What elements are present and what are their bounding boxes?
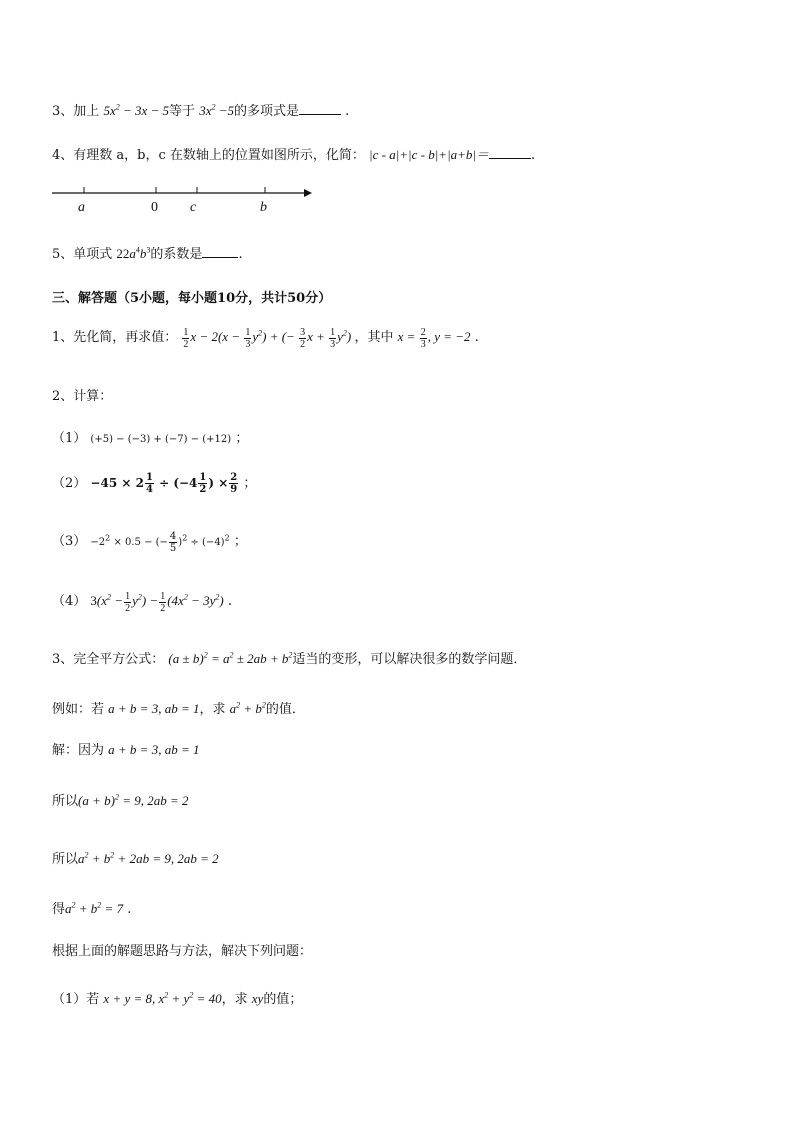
abs-expression: |c - a|+|c - b|+|a+b|＝ [369,147,489,162]
axis-label-0: 0 [151,200,158,215]
solution-line-3: 所以$a^2 + b^2 + 2ab = 9$, 2ab = 2 [52,850,219,867]
given-values: x = $\frac{2}{3}$ , y = −2 [397,326,471,350]
expression: (+5) − (−3) + (−7) − (+12) [90,434,232,445]
number-line [52,182,314,204]
expression-simplify: $\frac{1}{2}$ x − 2(x − $\frac{1}{3}$ $y^2$) + (− $\frac{3}{2}$ x + $\frac{1}{3}$ $y^2$) [183,326,355,350]
expression: $3(x^2$ − $\frac{1}{2}$ $y^2$) − $\frac{1}{2}$ $(4x^2 - 3y^2)$ [90,590,224,614]
problem-2-title: 2、计算： [52,389,113,404]
monomial: $22a^4b^3$ [116,245,151,261]
sub-question-1: （1）若 x + y = 8, $x^2 + y^2 = 40$，求 xy的值； [52,990,303,1007]
solution-result: 得$a^2 + b^2 = 7$ . [52,900,132,917]
solution-line-2: 所以$(a + b)^2 = 9$, 2ab = 2 [52,792,189,809]
instruction: 根据上面的解题思路与方法，解决下列问题： [52,944,313,959]
formula: $(a \pm b)^2 = a^2 \pm 2ab + b^2$ [168,650,293,666]
math-expression: $3x^2 -5$ [199,102,235,118]
example: 例如：若 a + b = 3, ab = 1，求 $a^2 + b^2$的值． [52,700,305,717]
question-number: 3、 [52,104,74,119]
math-expression: $5x^2 - 3x - 5$ [103,102,170,118]
problem-3-intro: 3、完全平方公式： $(a \pm b)^2 = a^2 \pm 2ab + b^2$适当的变形，可以解决很多的数学问题． [52,650,527,667]
answer-blank[interactable] [202,247,238,258]
answer-blank[interactable] [489,148,531,159]
axis-label-a: a [78,200,85,215]
problem-2-part-2: （2） −45 × 2 $\frac{1}{4}$ ÷ (−4 $\frac{1}{2}$ ) × $\frac{2}{9}$ ； [52,472,257,495]
section-title: 三、解答题（5小题，每小题10分，共计50分） [52,291,332,306]
axis-label-b: b [260,200,267,215]
solution-line-1: 解：因为 a + b = 3, ab = 1 [52,742,200,758]
axis-label-c: c [190,200,197,215]
fill-question-5: 5、单项式 $22a^4b^3$的系数是 . [52,245,243,262]
problem-2-part-1: （1） (+5) − (−3) + (−7) − (+12) ； [52,431,249,446]
fill-question-4: 4、有理数 a，b，c 在数轴上的位置如图所示，化简： |c - a|+|c - b|+|a+b|＝ . [52,147,536,163]
problem-1: 1、先化简，再求值： $\frac{1}{2}$ x − 2(x − $\frac{1}{3}$ $y^2$) + (− $\frac{3}{2}$ x + $\frac{1}{3}$ $y^2$) ，其中 x = $\frac{2}{3}$ , y = −2 . [52,326,479,350]
problem-2-part-4: （4） $3(x^2$ − $\frac{1}{2}$ $y^2$) − $\frac{1}{2}$ $(4x^2 - 3y^2)$ . [52,590,232,614]
problem-2-part-3: $(3) -2^2 \times 0.5$ − (− $\frac{4}{5}$ )$^2 \div (-4)^2$ ； [52,531,247,554]
arrow-icon [304,189,312,197]
answer-blank[interactable] [299,104,341,115]
expression: −45 × 2 $\frac{1}{4}$ ÷ (−4 $\frac{1}{2}$ ) × $\frac{2}{9}$ [90,472,238,495]
fill-question-3: 3、加上 $5x^2 - 3x - 5$等于 $3x^2 -5$的多项式是 . [52,102,350,119]
expression: $-2^2 \times 0.5$ − (− $\frac{4}{5}$ )$^2 \div (-4)^2$ [90,531,230,554]
